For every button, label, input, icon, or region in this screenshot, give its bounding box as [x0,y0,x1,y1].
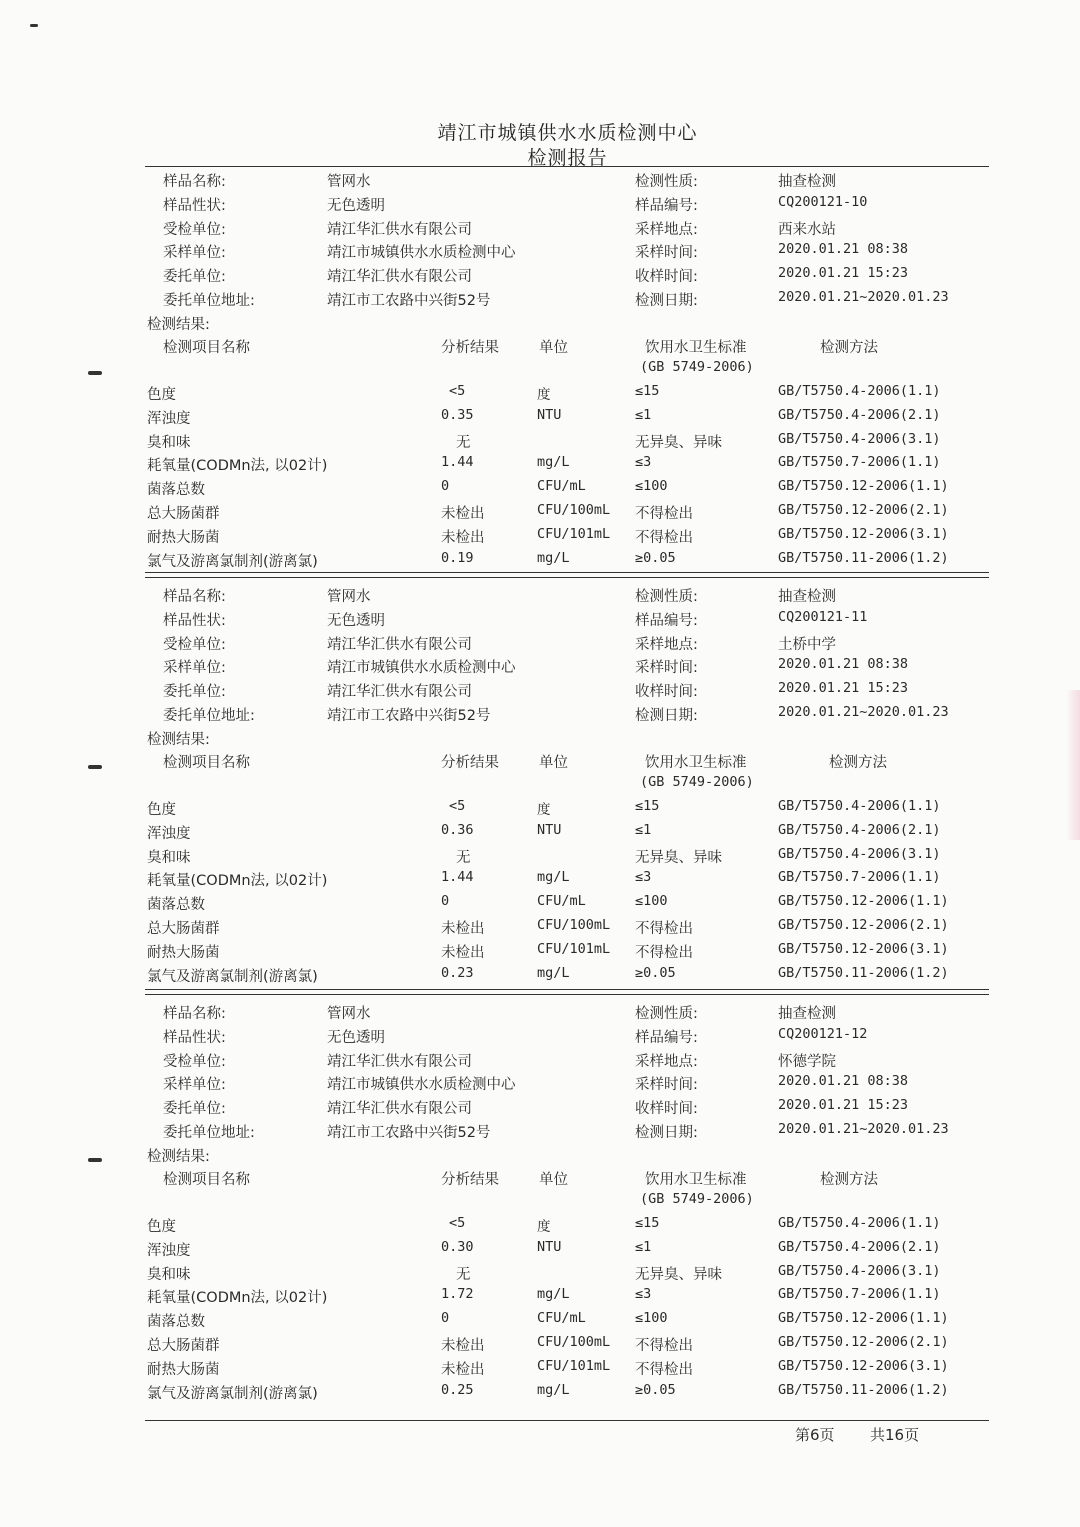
item-result: 0.36 [441,821,474,838]
field-value: 2020.01.21~2020.01.23 [778,1121,949,1137]
table-row [0,869,1080,893]
field-label: 委托单位: [163,269,226,286]
sample-info-row [0,1050,1080,1074]
field-value: 管网水 [327,174,371,190]
item-unit: mg/L [537,869,570,886]
field-label: 采样时间: [635,1077,698,1094]
section-rule [145,572,989,578]
item-method: GB/T5750.11-2006(1.2) [778,549,949,566]
item-result: 0 [441,478,450,495]
item-unit: 度 [537,387,551,403]
sample-info-row [0,1002,1080,1026]
item-unit: 度 [537,802,551,818]
item-result: 1.44 [441,454,474,471]
field-label: 检测性质: [635,174,698,190]
item-result: 0.30 [441,1238,474,1255]
field-value: 2020.01.21 08:38 [778,1073,909,1090]
field-label: 委托单位地址: [163,708,255,724]
item-standard: ≤3 [635,1286,652,1303]
results-heading: 检测结果: [147,732,210,748]
item-result: 0.23 [441,964,474,981]
field-label: 收样时间: [635,269,698,286]
item-standard: ≥0.05 [635,1381,676,1398]
table-row [0,1334,1080,1358]
col-header-standard-code: (GB 5749-2006) [640,774,754,790]
sample-info-row [0,265,1080,289]
item-result: 未检出 [441,944,485,961]
field-label: 样品编号: [635,197,698,214]
field-label: 委托单位: [163,684,226,701]
item-name: 菌落总数 [147,1314,205,1331]
table-row [0,846,1080,870]
col-header-unit: 单位 [539,340,568,356]
item-unit: 度 [537,1219,551,1235]
item-result: <5 [449,383,466,399]
field-label: 检测日期: [635,293,698,309]
item-method: GB/T5750.7-2006(1.1) [778,1286,941,1303]
item-name: 耐热大肠菌 [147,944,220,961]
field-label: 收样时间: [635,1101,698,1118]
item-method: GB/T5750.12-2006(1.1) [778,478,949,495]
item-result: 0.25 [441,1381,474,1398]
field-value: 靖江市城镇供水水质检测中心 [327,245,516,262]
scan-mark [30,24,38,27]
field-label: 检测性质: [635,1006,698,1022]
item-standard: 无异臭、异味 [635,1266,722,1283]
item-standard: ≤3 [635,869,652,886]
item-unit: mg/L [537,1381,570,1398]
col-header-item: 检测项目名称 [163,340,250,356]
table-row [0,798,1080,822]
section-rule [145,989,989,995]
field-value: 靖江华汇供水有限公司 [327,684,472,701]
field-label: 检测性质: [635,589,698,605]
item-name: 色度 [147,802,176,818]
field-label: 采样地点: [635,1053,698,1070]
item-standard: ≤15 [635,798,660,814]
sample-info-row [0,241,1080,265]
results-heading: 检测结果: [147,1149,210,1165]
item-name: 臭和味 [147,1266,191,1283]
item-name: 浑浊度 [147,825,191,842]
item-result: 未检出 [441,921,485,937]
table-header-row-2 [0,1191,1080,1215]
field-value: 靖江市工农路中兴街52号 [327,1125,491,1141]
item-unit: NTU [537,1238,562,1255]
results-heading-row [0,728,1080,752]
item-method: GB/T5750.4-2006(1.1) [778,1215,941,1231]
item-unit: CFU/101mL [537,1357,611,1374]
item-unit: CFU/mL [537,1310,586,1327]
field-label: 采样单位: [163,245,226,262]
table-row [0,917,1080,941]
field-value: 靖江市工农路中兴街52号 [327,708,491,724]
table-row [0,1239,1080,1263]
section-rule [145,166,989,167]
scan-tint [1066,690,1080,840]
item-method: GB/T5750.11-2006(1.2) [778,1381,949,1398]
field-label: 委托单位地址: [163,1125,255,1141]
col-header-method: 检测方法 [820,340,878,356]
field-value: 无色透明 [327,612,385,629]
field-value: 靖江华汇供水有限公司 [327,1053,472,1070]
field-label: 受检单位: [163,636,226,653]
item-result: 未检出 [441,529,485,546]
table-row [0,431,1080,455]
results-heading: 检测结果: [147,317,210,333]
field-value: CQ200121-12 [778,1025,868,1042]
field-value: 管网水 [327,589,371,605]
item-name: 总大肠菌群 [147,1338,220,1354]
report-title: 检测报告 [527,147,608,169]
item-name: 色度 [147,1219,176,1235]
field-label: 样品名称: [163,589,226,605]
item-standard: ≤15 [635,383,660,399]
table-row [0,965,1080,989]
item-method: GB/T5750.11-2006(1.2) [778,964,949,981]
item-standard: ≤1 [635,821,652,838]
item-name: 浑浊度 [147,410,191,427]
table-row [0,1382,1080,1406]
item-result: 无 [456,434,471,451]
item-unit: mg/L [537,1286,570,1303]
field-value: 抽查检测 [778,174,836,190]
sample-info-row [0,680,1080,704]
item-name: 耐热大肠菌 [147,1361,220,1378]
item-method: GB/T5750.4-2006(3.1) [778,1262,941,1279]
item-standard: 不得检出 [635,506,693,522]
field-value: 靖江华汇供水有限公司 [327,221,472,238]
field-value: 靖江市工农路中兴街52号 [327,293,491,309]
item-method: GB/T5750.4-2006(2.1) [778,1238,941,1255]
field-label: 样品性状: [163,1029,226,1046]
field-value: 靖江华汇供水有限公司 [327,636,472,653]
item-result: 0.35 [441,406,474,423]
sample-info-row [0,1026,1080,1050]
field-label: 样品编号: [635,1029,698,1046]
table-row [0,1215,1080,1239]
scan-mark [88,1158,102,1162]
item-unit: CFU/100mL [537,1334,611,1350]
item-standard: ≤100 [635,478,668,495]
item-result: 0 [441,1310,450,1327]
field-value: 2020.01.21 15:23 [778,1097,909,1114]
item-name: 耗氧量(CODMn法, 以02计) [147,873,328,890]
item-result: 无 [456,1266,471,1283]
col-header-result: 分析结果 [441,1172,499,1188]
field-value: 抽查检测 [778,1006,836,1022]
col-header-result: 分析结果 [441,755,499,771]
table-row [0,454,1080,478]
item-method: GB/T5750.12-2006(3.1) [778,525,949,542]
item-result: 未检出 [441,1361,485,1378]
footer-rule [145,1420,989,1421]
field-label: 采样时间: [635,245,698,262]
item-standard: 不得检出 [635,944,693,961]
item-name: 耗氧量(CODMn法, 以02计) [147,458,328,475]
field-label: 委托单位: [163,1101,226,1118]
item-name: 总大肠菌群 [147,506,220,522]
table-row [0,1310,1080,1334]
field-value: 2020.01.21 08:38 [778,241,909,258]
table-header-row [0,751,1080,775]
item-unit: CFU/101mL [537,940,611,957]
table-header-row-2 [0,774,1080,798]
results-heading-row [0,1145,1080,1169]
col-header-unit: 单位 [539,1172,568,1188]
field-label: 受检单位: [163,1053,226,1070]
item-unit: NTU [537,406,562,423]
field-value: 抽查检测 [778,589,836,605]
field-label: 采样单位: [163,660,226,677]
item-standard: ≤100 [635,1310,668,1327]
table-row [0,1286,1080,1310]
item-method: GB/T5750.4-2006(3.1) [778,845,941,862]
table-header-row [0,1168,1080,1192]
item-standard: ≤3 [635,454,652,471]
sample-info-row [0,1121,1080,1145]
col-header-standard: 饮用水卫生标准 [645,1172,747,1188]
table-header-row-2 [0,359,1080,383]
item-unit: mg/L [537,549,570,566]
item-standard: 不得检出 [635,921,693,937]
item-standard: 不得检出 [635,1361,693,1378]
item-method: GB/T5750.12-2006(2.1) [778,917,949,933]
sample-info-row [0,609,1080,633]
item-result: 1.44 [441,869,474,886]
item-name: 氯气及游离氯制剂(游离氯) [147,1385,318,1402]
field-label: 采样时间: [635,660,698,677]
field-value: 2020.01.21 15:23 [778,265,909,282]
item-standard: ≤100 [635,893,668,910]
field-label: 采样地点: [635,636,698,653]
col-header-item: 检测项目名称 [163,755,250,771]
field-label: 受检单位: [163,221,226,238]
item-method: GB/T5750.12-2006(1.1) [778,1310,949,1327]
field-value: 2020.01.21~2020.01.23 [778,289,949,305]
table-row [0,893,1080,917]
item-standard: 不得检出 [635,1338,693,1354]
item-unit: NTU [537,821,562,838]
item-result: <5 [449,798,466,814]
table-row [0,526,1080,550]
item-unit: mg/L [537,454,570,471]
field-value: 靖江市城镇供水水质检测中心 [327,660,516,677]
col-header-method: 检测方法 [820,1172,878,1188]
col-header-method: 检测方法 [829,755,887,771]
sample-info-row [0,289,1080,313]
col-header-result: 分析结果 [441,340,499,356]
table-header-row [0,336,1080,360]
sample-info-row [0,1073,1080,1097]
item-method: GB/T5750.7-2006(1.1) [778,869,941,886]
item-unit: mg/L [537,964,570,981]
sample-info-row [0,218,1080,242]
item-standard: ≤1 [635,406,652,423]
scan-mark [88,765,102,769]
field-value: 靖江市城镇供水水质检测中心 [327,1077,516,1094]
table-row [0,502,1080,526]
field-value: 怀德学院 [778,1053,836,1070]
table-row [0,550,1080,574]
item-method: GB/T5750.12-2006(2.1) [778,1334,949,1350]
field-label: 样品编号: [635,612,698,629]
item-name: 耗氧量(CODMn法, 以02计) [147,1290,328,1307]
table-row [0,383,1080,407]
item-name: 耐热大肠菌 [147,529,220,546]
page-total: 共16页 [870,1426,920,1444]
col-header-standard-code: (GB 5749-2006) [640,1191,754,1207]
item-result: 无 [456,849,471,866]
item-result: 未检出 [441,1338,485,1354]
item-result: 1.72 [441,1286,474,1303]
field-value: 2020.01.21~2020.01.23 [778,704,949,720]
col-header-unit: 单位 [539,755,568,771]
field-value: 靖江华汇供水有限公司 [327,269,472,286]
table-row [0,1263,1080,1287]
item-standard: 不得检出 [635,529,693,546]
item-method: GB/T5750.4-2006(2.1) [778,406,941,423]
field-value: 西来水站 [778,221,836,238]
sample-info-row [0,1097,1080,1121]
item-method: GB/T5750.12-2006(3.1) [778,1357,949,1374]
item-name: 臭和味 [147,434,191,451]
item-method: GB/T5750.4-2006(1.1) [778,383,941,399]
item-name: 菌落总数 [147,482,205,499]
item-name: 浑浊度 [147,1242,191,1259]
field-value: 无色透明 [327,1029,385,1046]
item-standard: ≥0.05 [635,549,676,566]
item-method: GB/T5750.4-2006(2.1) [778,821,941,838]
table-row [0,407,1080,431]
sample-info-row [0,170,1080,194]
item-standard: ≤15 [635,1215,660,1231]
col-header-standard: 饮用水卫生标准 [645,755,747,771]
item-method: GB/T5750.12-2006(3.1) [778,940,949,957]
item-result: 0.19 [441,549,474,566]
item-unit: CFU/100mL [537,917,611,933]
sample-info-row [0,656,1080,680]
item-method: GB/T5750.4-2006(3.1) [778,430,941,447]
scan-mark [88,371,102,375]
field-value: 2020.01.21 15:23 [778,680,909,697]
item-standard: ≤1 [635,1238,652,1255]
item-method: GB/T5750.4-2006(1.1) [778,798,941,814]
item-name: 色度 [147,387,176,403]
col-header-item: 检测项目名称 [163,1172,250,1188]
item-name: 臭和味 [147,849,191,866]
item-result: 0 [441,893,450,910]
col-header-standard-code: (GB 5749-2006) [640,359,754,375]
item-name: 菌落总数 [147,897,205,914]
field-value: 土桥中学 [778,636,836,653]
page-number: 第6页 [795,1426,835,1444]
field-label: 样品名称: [163,1006,226,1022]
field-value: 无色透明 [327,197,385,214]
sample-info-row [0,704,1080,728]
field-label: 委托单位地址: [163,293,255,309]
sample-info-row [0,633,1080,657]
item-result: 未检出 [441,506,485,522]
field-label: 样品性状: [163,197,226,214]
item-standard: 无异臭、异味 [635,434,722,451]
field-label: 收样时间: [635,684,698,701]
field-label: 样品性状: [163,612,226,629]
field-label: 采样单位: [163,1077,226,1094]
item-standard: 无异臭、异味 [635,849,722,866]
item-standard: ≥0.05 [635,964,676,981]
field-label: 检测日期: [635,1125,698,1141]
field-value: 2020.01.21 08:38 [778,656,909,673]
item-name: 氯气及游离氯制剂(游离氯) [147,968,318,985]
col-header-standard: 饮用水卫生标准 [645,340,747,356]
sample-info-row [0,585,1080,609]
field-value: CQ200121-11 [778,608,868,625]
item-unit: CFU/mL [537,478,586,495]
item-name: 氯气及游离氯制剂(游离氯) [147,553,318,570]
results-heading-row [0,313,1080,337]
item-method: GB/T5750.12-2006(1.1) [778,893,949,910]
item-method: GB/T5750.12-2006(2.1) [778,502,949,518]
item-name: 总大肠菌群 [147,921,220,937]
field-value: 管网水 [327,1006,371,1022]
table-row [0,478,1080,502]
report-org-title: 靖江市城镇供水水质检测中心 [437,122,698,144]
table-row [0,822,1080,846]
item-unit: CFU/mL [537,893,586,910]
field-value: CQ200121-10 [778,193,868,210]
field-label: 检测日期: [635,708,698,724]
item-result: <5 [449,1215,466,1231]
item-method: GB/T5750.7-2006(1.1) [778,454,941,471]
field-label: 采样地点: [635,221,698,238]
field-label: 样品名称: [163,174,226,190]
item-unit: CFU/100mL [537,502,611,518]
table-row [0,941,1080,965]
field-value: 靖江华汇供水有限公司 [327,1101,472,1118]
item-unit: CFU/101mL [537,525,611,542]
table-row [0,1358,1080,1382]
sample-info-row [0,194,1080,218]
